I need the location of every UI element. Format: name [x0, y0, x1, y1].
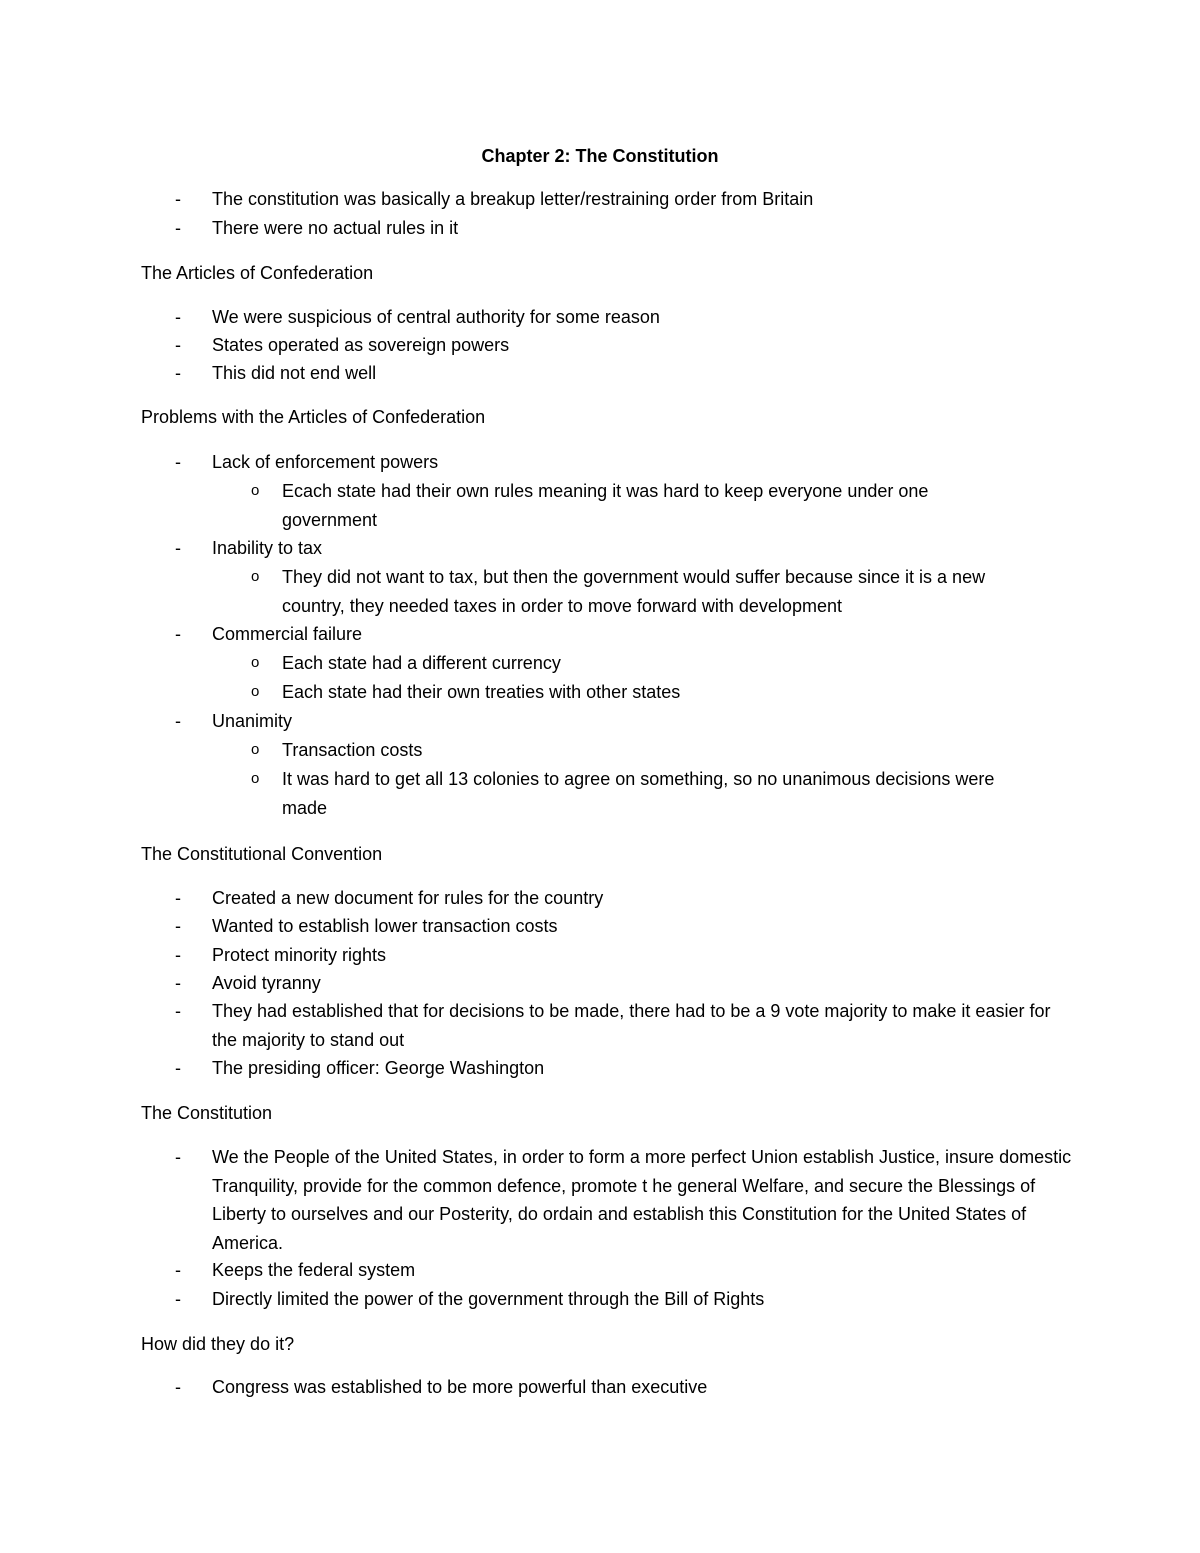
list-item: Directly limited the power of the government through the Bill of Rights [212, 1289, 765, 1309]
bullet-dash: - [175, 1289, 181, 1309]
list-item: States operated as sovereign powers [212, 335, 510, 355]
bullet-dash: - [175, 218, 181, 238]
sub-list-item: They did not want to tax, but then the government would suffer because since it is a new country, they needed taxes in order to move forward with development [282, 567, 986, 616]
sub-list-item: Each state had a different currency [282, 653, 561, 673]
bullet-circle: o [251, 482, 260, 499]
bullet-dash: - [175, 711, 181, 731]
bullet-dash: - [175, 538, 181, 558]
page-title: Chapter 2: The Constitution [481, 146, 719, 166]
bullet-dash: - [175, 973, 181, 993]
list-item: Wanted to establish lower transaction costs [212, 916, 558, 936]
sub-list-item: Each state had their own treaties with other states [282, 682, 681, 702]
bullet-circle: o [251, 741, 260, 758]
section-heading-how: How did they do it? [141, 1334, 295, 1354]
sub-list-item: It was hard to get all 13 colonies to agree on something, so no unanimous decisions were made [282, 769, 995, 818]
bullet-circle: o [251, 654, 260, 671]
section-heading-articles: The Articles of Confederation [141, 263, 374, 283]
bullet-dash: - [175, 363, 181, 383]
list-item: Inability to tax [212, 538, 323, 558]
bullet-dash: - [175, 307, 181, 327]
list-item: Keeps the federal system [212, 1260, 416, 1280]
list-item: We the People of the United States, in order to form a more perfect Union establish Justice, insure domestic Tranquility, provide for the common defence, promote t he general Welfare, and secure the Blessings of Liberty to ourselves and our Posterity, do ordain and establish this Constitution for the United States of America. [212, 1147, 1072, 1253]
list-item: The presiding officer: George Washington [212, 1058, 545, 1078]
bullet-dash: - [175, 1058, 181, 1078]
list-item: This did not end well [212, 363, 377, 383]
list-item: Commercial failure [212, 624, 363, 644]
section-heading-problems: Problems with the Articles of Confederation [141, 407, 486, 427]
list-item: Congress was established to be more powerful than executive [212, 1377, 708, 1397]
section-heading-convention: The Constitutional Convention [141, 844, 383, 864]
bullet-circle: o [251, 568, 260, 585]
list-item: There were no actual rules in it [212, 218, 459, 238]
bullet-dash: - [175, 335, 181, 355]
bullet-dash: - [175, 945, 181, 965]
list-item: Unanimity [212, 711, 293, 731]
list-item: Created a new document for rules for the country [212, 888, 604, 908]
bullet-dash: - [175, 1260, 181, 1280]
bullet-dash: - [175, 888, 181, 908]
bullet-circle: o [251, 683, 260, 700]
bullet-dash: - [175, 624, 181, 644]
bullet-dash: - [175, 916, 181, 936]
section-heading-constitution: The Constitution [141, 1103, 273, 1123]
list-item: Lack of enforcement powers [212, 452, 439, 472]
list-item: Protect minority rights [212, 945, 387, 965]
list-item: They had established that for decisions to be made, there had to be a 9 vote majority to make it easier for the majority to stand out [212, 1001, 1051, 1050]
sub-list-item: Ecach state had their own rules meaning it was hard to keep everyone under one government [282, 481, 929, 530]
bullet-dash: - [175, 1001, 181, 1021]
bullet-circle: o [251, 770, 260, 787]
bullet-dash: - [175, 189, 181, 209]
list-item: The constitution was basically a breakup letter/restraining order from Britain [212, 189, 814, 209]
bullet-dash: - [175, 1377, 181, 1397]
list-item: We were suspicious of central authority for some reason [212, 307, 660, 327]
bullet-dash: - [175, 1147, 181, 1167]
bullet-dash: - [175, 452, 181, 472]
list-item: Avoid tyranny [212, 973, 321, 993]
sub-list-item: Transaction costs [282, 740, 423, 760]
